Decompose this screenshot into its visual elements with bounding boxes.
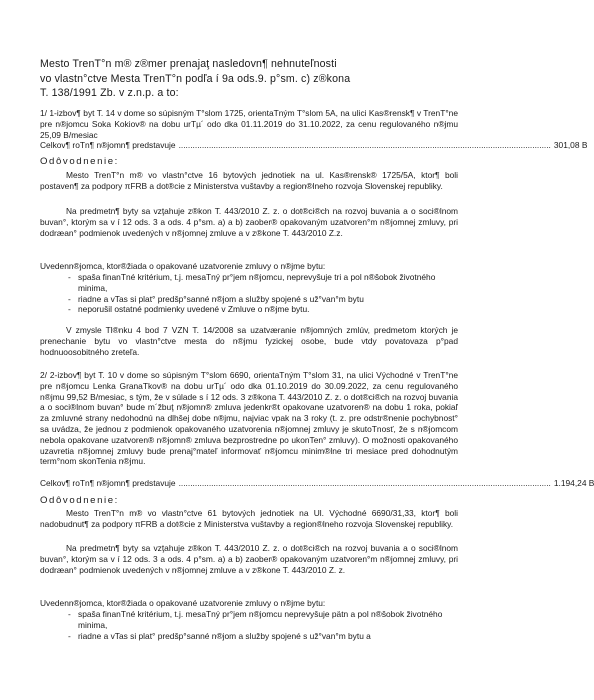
item2-total-row (40, 478, 594, 489)
item2-total-leader: ................................................................................................................................................................ (178, 478, 551, 488)
item2-condition-list (40, 609, 458, 641)
item1-total-label: Celkov¶ roTn¶ n®jomn¶ predstavuje (40, 140, 176, 150)
list-item: - neporušil ostatné podmienky uvedené v Zmluve o n®jme bytu. (68, 304, 458, 315)
list-item: - spaša finanTné kritérium, t.j. mesaTný pr°jem n®jomcu, neprevyšuje tri a pol n®šobok životného minima, (68, 272, 458, 294)
list-item: - riadne a vTas si plat° predšp°sanné n®jom a služby spojené s už°van°m bytu a (68, 631, 458, 642)
item1-justification-p3: Uvedenn®jomca, ktor®žiada o opakované uzatvorenie zmluvy o n®jme bytu: (40, 261, 326, 271)
item2-justification-p2: Na predmetn¶ byty sa vzţahuje z®kon T. 443/2010 Z. z. o dot®ci®ch na rozvoj buvania a o soci®lnom buvan°, ktorým sa v í 12 ods. 3 a ods. 4 p°sm. a) a b) zaober® opakovaným uzatvoren°m n®jomnej zmluvy, pri dodræan° podmienok uvedených v n®jomnej zmluve a v z®kone T. 443/2010 Z. z. (40, 543, 458, 575)
item2-justification-p3: Uvedenn®jomca, ktor®žiada o opakované uzatvorenie zmluvy o n®jme bytu: (40, 598, 326, 608)
list-item: - spaša finanTné kritérium, t.j. mesaTný pr°jem n®jomcu neprevyšuje pätn a pol n®šobok životného minima, (68, 609, 458, 631)
item1-total-leader: ................................................................................................................................................................ (178, 140, 551, 150)
item2-total-value: 1.194,24 B (553, 478, 594, 488)
item2-total-label: Celkov¶ roTn¶ n®jomn¶ predstavuje (40, 478, 176, 488)
item2-justification-heading: Odôvodnenie: (40, 495, 119, 506)
item1-justification-p2: Na predmetn¶ byty sa vzţahuje z®kon T. 443/2010 Z. z. o dot®ci®ch na rozvoj buvania a o soci®lnom buvan°, ktorým sa v í 12 ods. 3 a ods. 4 p°sm. a) a b) zaober® opakovaným uzatvoren°m n®jomnej zmluvy, pri dodræan° podmienok uvedených v n®jomnej zmluve a v z®kone T. 443/2010 Z.z. (40, 206, 458, 238)
item2-justification-p1: Mesto TrenT°n m® vo vlastn°ctve 61 bytových jednotiek na Ul. Východné 6690/31,33, ktor¶ boli nadobudnut¶ za podpory πFRB a dot®cie z Ministerstva vuštavby a region®lneho rozvoja Slovenskej republiky. (40, 508, 458, 529)
list-item: - riadne a vTas si plat° predšp°sanné n®jom a služby spojené s už°van°m bytu (68, 294, 458, 305)
item1-justification-p1: Mesto TrenT°n m® vo vlastn°ctve 16 bytových jednotiek na ul. Kas®rensk® 1725/5A, ktor¶ boli postaven¶ za podpory πFRB a dot®cie z Ministerstva vuštavby a region®lneho rozvoja Slovenskej republiky. (40, 170, 458, 191)
item1-total-row (40, 140, 588, 151)
item1-description: 1/ 1-izbov¶ byt T. 14 v dome so súpisným T°slom 1725, orientaTným T°slom 5A, na ulici Kas®rensk¶ v TrenT°ne pre n®jomcu Soka Kokiov® na dobu urTµ´ odo dka 01.11.2019 do 31.10.2022, za cenu regulovaného n®jmu 25,09 B/mesiac (40, 108, 458, 140)
item1-condition-list (40, 272, 458, 315)
item1-justification-heading: Odôvodnenie: (40, 156, 119, 167)
item1-justification-p4: V zmysle Tl®nku 4 bod 7 VZN T. 14/2008 sa uzatværanie n®jomných zmlúv, predmetom ktorých je prenechanie bytu vo vlastn°ctve mesta do n®jmu fyzickej osobe, bude vtdy povatovaza p°pad hodnuoosobitného zreteľa. (40, 325, 458, 357)
document-title (40, 57, 460, 101)
item1-total-value: 301,08 B (553, 140, 588, 150)
title-line-3: T. 138/1991 Zb. v z.n.p. a to: (40, 87, 179, 99)
title-line-2: vo vlastn°ctve Mesta TrenT°n podľa í 9a ods.9. p°sm. c) z®kona (40, 72, 351, 85)
item2-description: 2/ 2-izbov¶ byt T. 10 v dome so súpisným T°slom 6690, orientaTným T°slom 31, na ulici Východné v TrenT°ne pre n®jomcu Lenka GranaTkov® na dobu urTµ´ odo dka 01.10.2019 do 30.09.2022, za cenu regulovaného n®jmu 99,52 B/mesiac, s tým, že v súlade s í 12 ods. 3 z®kona T. 443/2010 Z. z. o dot®ci®ch na rozvoj buvania a o soci®lnom buvan° bude m´žbuţ n®jomn® zmluva jedenkr®t opakovane uzatvoren® na dobu 1 roka, pokiaľ za zmluvné strany nedohodnú na dlhšej dobe n®jmu, najviac vpak na 3 roky (t. z. pre odstr®nenie pochybnost° sa uvádza, že jednou z podmienok opakovaného uzatvorenia n®jomnej zmluvy je skutoTnosť, že s n®jomcom nebola opakovane uzatvoren® n®jomn® zmluva bezprostredne po ukonTen° zmluvy). O možnosti opakovaného uzavretia n®jomnej zmluvy bude prenaj°mateľ informovať n®jomcu minim®lne tri mesiace pred dohodnutým term°nom skonTenia n®jmu. (40, 370, 458, 467)
title-line-1: Mesto TrenT°n m® z®mer prenajaţ nasledovn¶ nehnuteľnosti (40, 58, 337, 70)
